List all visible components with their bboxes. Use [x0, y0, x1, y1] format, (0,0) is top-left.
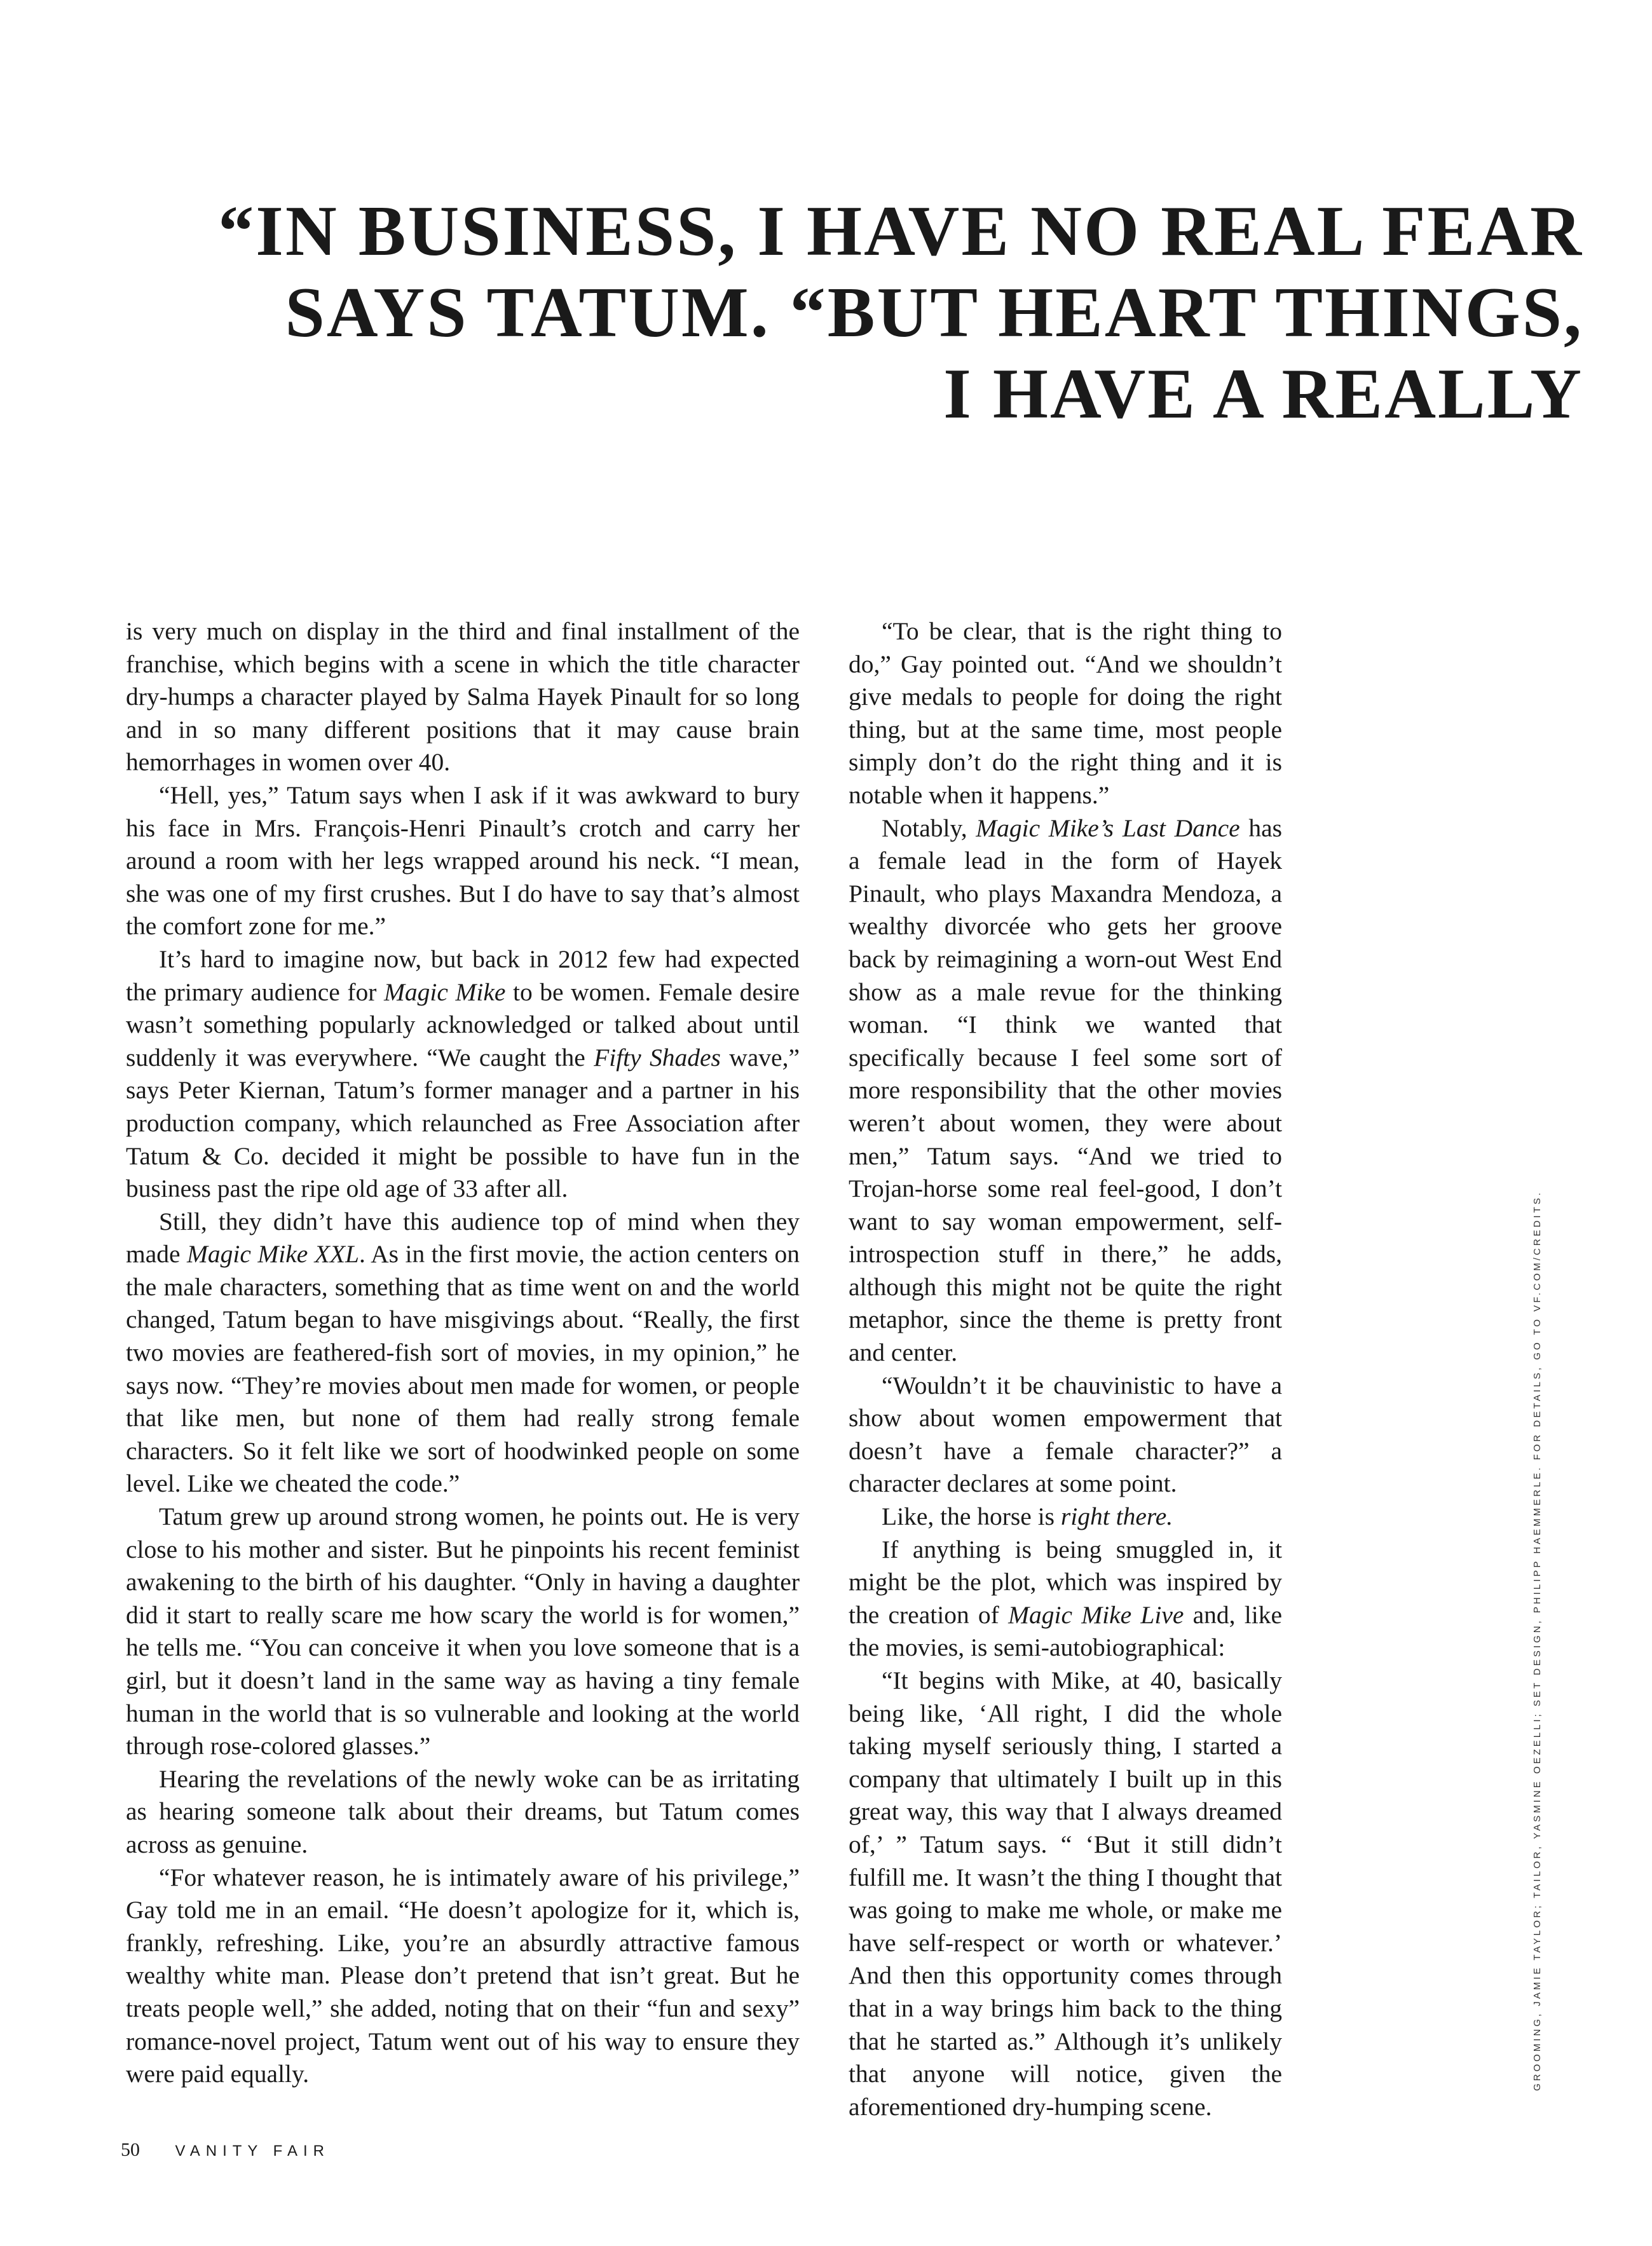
article-paragraph — [849, 1370, 1282, 1501]
text-run: If anything is being smuggled in, it might be the plot, which was inspired by the creation of — [849, 1535, 1282, 1629]
article-paragraph — [126, 615, 800, 779]
text-run: wave,” says Peter Kiernan, Tatum’s former manager and a partner in his production company, which relaunched as Free Association after Tatum & Co. decided it might be possible to have fun in the business past the ripe old age of 33 after all. — [126, 1043, 800, 1203]
text-run: Notably, — [882, 813, 976, 842]
text-run: . As in the first movie, the action centers on the male characters, something that as time went on and the world changed, Tatum began to have misgivings about. “Really, the first two movies are feathered-fish sort of movies, in my opinion,” he says now. “They’re movies about men made for women, or people that like men, but none of them had really strong female characters. So it felt like we sort of hoodwinked people on some level. Like we cheated the code.” — [126, 1240, 800, 1498]
text-run: to be women. Female desire wasn’t something popularly acknowledged or talked about until suddenly it was everywhere. “We caught the — [126, 977, 800, 1072]
article-paragraph — [849, 1501, 1282, 1534]
article-paragraph — [126, 1501, 800, 1763]
text-run: “Wouldn’t it be chauvinistic to have a show about women empowerment that doesn’t have a female character?” a character declares at some point. — [849, 1371, 1282, 1498]
page-number: 50 — [121, 2139, 140, 2160]
article-paragraph — [126, 779, 800, 943]
article-column-left — [126, 615, 800, 2091]
text-run: “To be clear, that is the right thing to do,” Gay pointed out. “And we shouldn’t give medals to people for doing the right thing, but at the same time, most people simply don’t do the right thing and it is notable when it happens.” — [849, 617, 1282, 809]
text-run: Tatum grew up around strong women, he points out. He is very close to his mother and sister. But he pinpoints his recent feminist awakening to the birth of his daughter. “Only in having a daughter did it start to really scare me how scary the world is for women,” he tells me. “You can conceive it when you love someone that is a girl, but it doesn’t land in the same way as having a tiny female human in the world that is so vulnerable and looking at the world through rose-colored glasses.” — [126, 1502, 800, 1760]
article-paragraph — [849, 812, 1282, 1370]
article-paragraph — [126, 1861, 800, 2091]
article-paragraph — [849, 1534, 1282, 1664]
pull-quote-headline — [185, 191, 1583, 435]
text-run: Like, the horse is — [882, 1502, 1061, 1531]
italic-title: Magic Mike Live — [1008, 1600, 1184, 1629]
text-run: Still, they didn’t have this audience top of mind when they made — [126, 1207, 800, 1269]
headline-line: SAYS TATUM. “BUT HEART THINGS, — [285, 273, 1583, 352]
article-paragraph — [126, 1206, 800, 1501]
italic-title: Magic Mike — [383, 977, 506, 1006]
text-run: “For whatever reason, he is intimately aware of his privilege,” Gay told me in an email. “He doesn’t apologize for it, which is, frankly, refreshing. Like, you’re an absurdly attractive famous wealthy white man. Please don’t pretend that isn’t great. But he treats people well,” she added, noting that on their “fun and sexy” romance-novel project, Tatum went out of his way to ensure they were paid equally. — [126, 1863, 800, 2088]
headline-line: “IN BUSINESS, I HAVE NO REAL FEAR — [218, 192, 1583, 271]
article-column-right — [849, 615, 1282, 2123]
italic-title: Magic Mike XXL — [187, 1240, 359, 1269]
italic-title: Magic Mike’s Last Dance — [976, 813, 1240, 842]
text-run: has a female lead in the form of Hayek Pinault, who plays Maxandra Mendoza, a wealthy divorcée who gets her groove back by reimagining a worn-out West End show as a male revue for the thinking woman. “I think we wanted that specifically because I feel some sort of more responsibility that the other movies weren’t about women, they were about men,” Tatum says. “And we tried to Trojan-horse some real feel-good, I don’t want to say woman empowerment, self-introspection stuff in there,” he adds, although this might not be quite the right metaphor, since the theme is pretty front and center. — [849, 813, 1282, 1367]
article-paragraph — [849, 615, 1282, 812]
page-footer — [121, 2139, 360, 2161]
italic-title: Fifty Shades — [594, 1043, 721, 1072]
text-run: and, like the movies, is semi-autobiographical: — [849, 1600, 1282, 1662]
article-paragraph — [126, 1763, 800, 1861]
text-run: Hearing the revelations of the newly woke can be as irritating as hearing someone talk about their dreams, but Tatum comes across as genuine. — [126, 1764, 800, 1858]
text-run: is very much on display in the third and final installment of the franchise, which begins with a scene in which the title character dry-humps a character played by Salma Hayek Pinault for so long and in so many different positions that it may cause brain hemorrhages in women over 40. — [126, 617, 800, 777]
text-run: “Hell, yes,” Tatum says when I ask if it was awkward to bury his face in Mrs. François-Henri Pinault’s crotch and carry her around a room with her legs wrapped around his neck. “I mean, she was one of my first crushes. But I do have to say that’s almost the comfort zone for me.” — [126, 780, 800, 941]
article-paragraph — [849, 1664, 1282, 2123]
text-run: It’s hard to imagine now, but back in 2012 few had expected the primary audience for — [126, 944, 800, 1006]
article-paragraph — [126, 943, 800, 1206]
photo-credits: GROOMING, JAMIE TAYLOR; TAILOR, YASMINE OEZELLI; SET DESIGN, PHILIPP HAEMMERLE. FOR DETAILS, GO TO VF.COM/CREDITS. — [1532, 1190, 1543, 2091]
headline-line: I HAVE A REALLY — [943, 355, 1583, 433]
italic-title: right there. — [1060, 1502, 1173, 1531]
magazine-name: VANITY FAIR — [175, 2142, 330, 2160]
text-run: “It begins with Mike, at 40, basically being like, ‘All right, I did the whole taking myself seriously thing, I started a company that ultimately I built up in this great way, this way that I always dreamed of,’ ” Tatum says. “ ‘But it still didn’t fulfill me. It wasn’t the thing I thought that was going to make me whole, or make me have self-respect or worth or whatever.’ And then this opportunity comes through that in a way brings him back to the thing that he started as.” Although it’s unlikely that anyone will notice, given the aforementioned dry-humping scene. — [849, 1666, 1282, 2121]
